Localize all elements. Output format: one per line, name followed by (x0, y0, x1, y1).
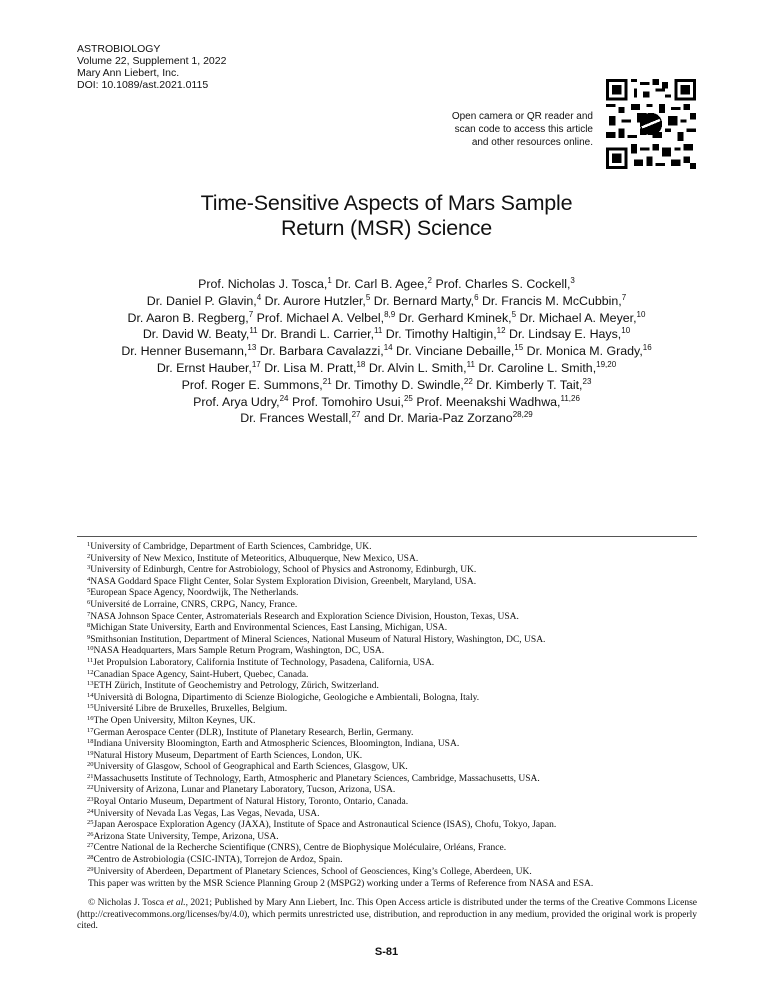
qr-caption (430, 110, 593, 149)
affiliation-item (87, 809, 707, 821)
affiliation-item (87, 820, 707, 832)
affiliation-text: NASA Goddard Space Flight Center, Solar System Exploration Division, Greenbelt, Maryland, USA. (90, 576, 477, 587)
affiliation-item (87, 716, 707, 728)
author-affiliation-marker: 19,20 (596, 359, 617, 369)
author-affiliation-marker: 24 (279, 393, 289, 403)
author-name: Dr. Ernst Hauber, (156, 360, 252, 375)
affiliation-item (87, 832, 707, 844)
author-affiliation-marker: 22 (463, 376, 473, 386)
affiliation-number: 23 (87, 796, 94, 804)
copyright-etal: et al. (166, 898, 186, 908)
author-name: Dr. Timothy D. Swindle, (331, 377, 464, 392)
affiliation-text: University of Edinburgh, Centre for Astrobiology, School of Physics and Astronomy, Edinburgh, UK. (90, 565, 477, 576)
author-affiliation-marker: 5 (511, 309, 517, 319)
affiliation-number: 24 (87, 807, 94, 815)
author-affiliation-marker: 18 (356, 359, 366, 369)
author-affiliation-marker: 3 (570, 276, 575, 285)
affiliation-item (87, 565, 707, 577)
affiliation-text: Centro de Astrobiologia (CSIC-INTA), Torrejon de Ardoz, Spain. (93, 855, 343, 866)
affiliation-number: 12 (87, 668, 94, 676)
affiliation-item (87, 797, 707, 809)
affiliation-number: 1 (87, 541, 91, 548)
affiliation-text: Università di Bologna, Dipartimento di Scienze Biologiche, Geologiche e Ambientali, Bologna, Italy. (93, 692, 480, 703)
affiliation-number: 25 (87, 819, 94, 827)
affiliation-text: European Space Agency, Noordwijk, The Netherlands. (90, 588, 299, 599)
affiliation-item (87, 762, 707, 774)
affiliation-item (87, 681, 707, 693)
affiliation-text: Royal Ontario Museum, Department of Natural History, Toronto, Ontario, Canada. (93, 797, 409, 808)
affiliation-text: University of Nevada Las Vegas, Las Vegas, Nevada, USA. (93, 808, 320, 819)
author-affiliation-marker: 7 (621, 292, 627, 302)
affiliation-item (87, 774, 707, 786)
author-name: Prof. Meenakshi Wadhwa, (412, 394, 561, 409)
author-line (60, 360, 713, 377)
qr-caption-line: and other resources online. (471, 137, 593, 148)
author-name: Dr. Vinciane Debaille, (392, 344, 515, 359)
affiliation-text: Centre National de la Recherche Scientifique (CNRS), Centre de Biophysique Moléculaire, Orléans, France. (93, 843, 507, 854)
affiliation-number: 22 (87, 784, 94, 792)
affiliation-text: ETH Zürich, Institute of Geochemistry and Petrology, Zürich, Switzerland. (93, 681, 379, 692)
article-title (0, 191, 773, 241)
working-group-note: This paper was written by the MSR Science Planning Group 2 (MSPG2) working under a Terms of Reference from NASA and ESA. (88, 879, 594, 889)
author-name: Dr. Alvin L. Smith, (365, 360, 467, 375)
author-name: Dr. David W. Beaty, (142, 327, 250, 342)
affiliation-text: Indiana University Bloomington, Earth and Atmospheric Sciences, Bloomington, Indiana, USA. (93, 739, 460, 750)
divider (77, 536, 697, 537)
affiliation-text: Université Libre de Bruxelles, Bruxelles, Belgium. (93, 704, 288, 715)
author-name: Dr. Gerhard Kminek, (395, 310, 512, 325)
author-name: Dr. Caroline L. Smith, (474, 360, 597, 375)
author-name: Dr. Timothy Haltigin, (382, 327, 497, 342)
affiliation-text: University of Aberdeen, Department of Planetary Sciences, School of Geosciences, King’s College, Aberdeen, UK. (93, 866, 532, 877)
author-name: Dr. Lisa M. Pratt, (260, 360, 357, 375)
affiliation-text: Smithsonian Institution, Department of Mineral Sciences, National Museum of Natural History, Washington, DC, USA. (90, 634, 546, 645)
author-list (60, 276, 713, 427)
author-line (60, 276, 713, 293)
affiliation-text: Michigan State University, Earth and Environmental Sciences, East Lansing, Michigan, USA. (90, 623, 448, 634)
author-affiliation-marker: 4 (256, 292, 262, 302)
author-affiliation-marker: 21 (322, 376, 332, 386)
article-title-line: Return (MSR) Science (280, 216, 493, 240)
affiliation-number: 17 (87, 726, 94, 734)
affiliation-list (87, 542, 707, 878)
affiliation-number: 16 (87, 714, 94, 722)
affiliation-item (87, 600, 707, 612)
journal-name: ASTROBIOLOGY (77, 43, 161, 55)
article-title-line: Time-Sensitive Aspects of Mars Sample (200, 191, 573, 215)
affiliation-item (87, 577, 707, 589)
journal-publisher: Mary Ann Liebert, Inc. (77, 67, 180, 79)
author-name: Prof. Tomohiro Usui, (288, 394, 404, 409)
author-name: Dr. Brandi L. Carrier, (257, 327, 375, 342)
author-affiliation-marker: 8,9 (384, 309, 396, 319)
author-affiliation-marker: 6 (474, 292, 479, 302)
author-name: Dr. Lindsay E. Hays, (505, 327, 622, 342)
author-affiliation-marker: 1 (327, 276, 332, 285)
affiliation-item (87, 588, 707, 600)
affiliation-number: 15 (87, 703, 94, 711)
author-line (60, 310, 713, 327)
affiliation-item (87, 739, 707, 751)
author-name: Dr. Frances Westall, (240, 411, 352, 426)
author-affiliation-marker: 13 (247, 343, 257, 353)
author-name: Dr. Francis M. McCubbin, (478, 293, 622, 308)
affiliation-text: University of Glasgow, School of Geographical and Earth Sciences, Glasgow, UK. (93, 762, 408, 773)
author-line (60, 293, 713, 310)
affiliation-text: University of Cambridge, Department of Earth Sciences, Cambridge, UK. (90, 542, 372, 552)
qr-caption-line: Open camera or QR reader and (451, 111, 593, 122)
affiliation-text: Arizona State University, Tempe, Arizona, USA. (93, 831, 279, 842)
affiliation-number: 5 (87, 587, 91, 595)
journal-volume: Volume 22, Supplement 1, 2022 (77, 55, 227, 67)
journal-header (77, 43, 226, 91)
author-affiliation-marker: 11,26 (560, 393, 580, 403)
author-name: Dr. Aurore Hutzler, (261, 293, 366, 308)
affiliation-item (87, 623, 707, 635)
author-name: Prof. Nicholas J. Tosca, (198, 277, 328, 291)
affiliation-number: 10 (87, 645, 94, 653)
author-name: Dr. Henner Busemann, (121, 344, 248, 359)
affiliation-number: 8 (87, 622, 91, 630)
affiliation-item (87, 646, 707, 658)
author-name: and Dr. Maria-Paz Zorzano (360, 411, 513, 426)
author-name: Dr. Kimberly T. Tait, (472, 377, 583, 392)
affiliation-item (87, 554, 707, 566)
affiliation-number: 20 (87, 761, 94, 769)
author-affiliation-marker: 2 (427, 276, 432, 285)
author-affiliation-marker: 12 (496, 326, 506, 336)
affiliation-text: University of New Mexico, Institute of Meteoritics, Albuquerque, New Mexico, USA. (90, 553, 419, 564)
author-name: Prof. Arya Udry, (193, 394, 280, 409)
affiliation-text: NASA Headquarters, Mars Sample Return Program, Washington, DC, USA. (93, 646, 385, 657)
affiliation-number: 27 (87, 842, 94, 850)
affiliation-text: University of Arizona, Lunar and Planetary Laboratory, Tucson, Arizona, USA. (93, 785, 396, 796)
author-affiliation-marker: 15 (514, 343, 524, 353)
affiliation-text: Japan Aerospace Exploration Agency (JAXA), Institute of Space and Astronautical Science (ISAS), Chofu, Tokyo, Japan. (93, 820, 557, 831)
affiliation-item (87, 751, 707, 763)
affiliation-number: 21 (87, 772, 94, 780)
affiliation-number: 26 (87, 830, 94, 838)
affiliation-number: 19 (87, 749, 94, 757)
author-name: Prof. Roger E. Summons, (181, 377, 323, 392)
affiliation-item (87, 704, 707, 716)
author-name: Dr. Bernard Marty, (370, 293, 475, 308)
author-affiliation-marker: 27 (351, 410, 361, 420)
affiliation-number: 18 (87, 738, 94, 746)
affiliation-item (87, 843, 707, 855)
affiliation-number: 7 (87, 610, 91, 618)
affiliation-number: 9 (87, 633, 91, 641)
author-line (60, 410, 713, 427)
page-number: S-81 (374, 946, 399, 958)
affiliation-item (87, 693, 707, 705)
affiliation-number: 14 (87, 691, 94, 699)
affiliation-item (87, 635, 707, 647)
affiliation-item (87, 867, 707, 879)
author-affiliation-marker: 25 (403, 393, 413, 403)
author-line (60, 377, 713, 394)
affiliation-item (87, 728, 707, 740)
copyright-pre: © Nicholas J. Tosca (88, 898, 167, 908)
author-name: Dr. Carl B. Agee, (331, 277, 428, 291)
author-affiliation-marker: 7 (248, 309, 254, 319)
author-name: Prof. Michael A. Velbel, (253, 310, 385, 325)
author-line (60, 394, 713, 411)
author-name: Dr. Michael A. Meyer, (516, 310, 637, 325)
author-affiliation-marker: 5 (365, 292, 371, 302)
affiliation-text: Université de Lorraine, CNRS, CRPG, Nancy, France. (90, 599, 298, 610)
author-name: Dr. Aaron B. Regberg, (127, 310, 249, 325)
author-affiliation-marker: 14 (383, 343, 393, 353)
author-name: Dr. Monica M. Grady, (523, 344, 643, 359)
affiliation-number: 6 (87, 598, 91, 606)
affiliation-text: Canadian Space Agency, Saint-Hubert, Quebec, Canada. (93, 669, 309, 680)
affiliation-item (87, 785, 707, 797)
affiliation-text: German Aerospace Center (DLR), Institute of Planetary Research, Berlin, Germany. (93, 727, 414, 738)
author-name: Dr. Barbara Cavalazzi, (256, 344, 384, 359)
author-affiliation-marker: 10 (636, 309, 646, 319)
author-affiliation-marker: 16 (642, 343, 652, 353)
qr-code-icon[interactable] (606, 79, 696, 169)
affiliation-number: 28 (87, 854, 94, 862)
affiliation-number: 11 (87, 656, 94, 664)
journal-doi[interactable]: DOI: 10.1089/ast.2021.0115 (77, 79, 209, 91)
affiliation-number: 3 (87, 564, 91, 572)
author-name: Prof. Charles S. Cockell, (432, 277, 571, 291)
copyright-post: , 2021; Published by Mary Ann Liebert, Inc. This Open Access article is distributed under the terms of the Creative Commons License (http://creativecommons.org/licenses/by/4.0), which permits unrestricted use, distribution, and reproduction in any medium, provided the original work is properly cited. (77, 898, 697, 932)
qr-caption-line: scan code to access this article (454, 124, 593, 135)
author-affiliation-marker: 23 (582, 376, 592, 386)
affiliation-text: Massachusetts Institute of Technology, Earth, Atmospheric and Planetary Sciences, Cambridge, Massachusetts, USA. (93, 773, 540, 784)
author-affiliation-marker: 11 (466, 359, 475, 369)
affiliation-text: NASA Johnson Space Center, Astromaterials Research and Exploration Science Division, Houston, Texas, USA. (90, 611, 519, 622)
author-line (60, 326, 713, 343)
affiliation-text: The Open University, Milton Keynes, UK. (93, 715, 256, 726)
author-affiliation-marker: 11 (249, 326, 258, 336)
author-line (60, 343, 713, 360)
affiliation-item (87, 658, 707, 670)
author-name: Dr. Daniel P. Glavin, (146, 293, 257, 308)
affiliation-item (87, 855, 707, 867)
copyright-notice (77, 898, 697, 933)
affiliation-number: 4 (87, 575, 91, 583)
affiliation-number: 13 (87, 680, 94, 688)
affiliation-text: Jet Propulsion Laboratory, California Institute of Technology, Pasadena, California, USA. (93, 657, 435, 668)
author-affiliation-marker: 28,29 (512, 410, 533, 420)
author-affiliation-marker: 10 (621, 326, 631, 336)
affiliation-item (87, 612, 707, 624)
affiliation-item (87, 670, 707, 682)
affiliation-number: 29 (87, 865, 94, 873)
author-affiliation-marker: 11 (374, 326, 383, 336)
affiliation-text: Natural History Museum, Department of Earth Sciences, London, UK. (93, 750, 363, 761)
affiliation-number: 2 (87, 552, 91, 560)
author-affiliation-marker: 17 (251, 359, 261, 369)
affiliation-item (87, 542, 707, 554)
